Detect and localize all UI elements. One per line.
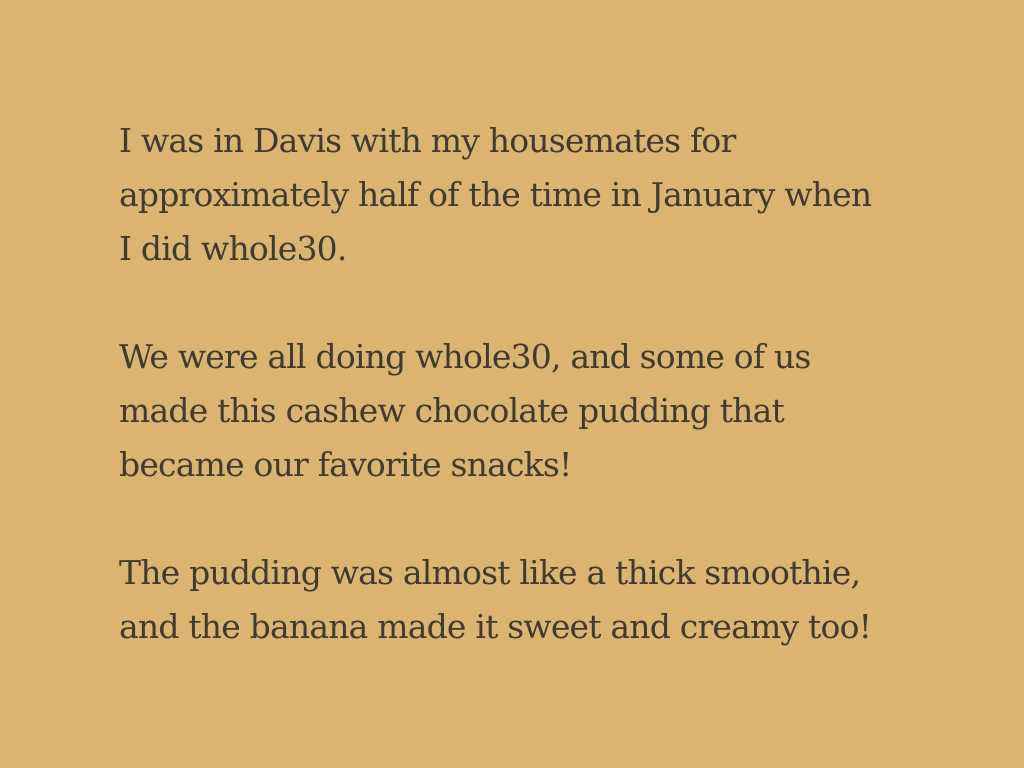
paragraph-line: made this cashew chocolate pudding that: [119, 391, 784, 430]
paragraph-line: We were all doing whole30, and some of us: [119, 337, 811, 376]
paragraph-line: The pudding was almost like a thick smoothie,: [119, 553, 861, 592]
paragraph-cashew-pudding: [119, 330, 899, 492]
paragraph-line: I was in Davis with my housemates for: [119, 121, 736, 160]
paragraph-line: I did whole30.: [119, 229, 347, 268]
paragraph-pudding-texture: [119, 546, 899, 654]
paragraph-line: approximately half of the time in January when: [119, 175, 872, 214]
paragraph-line: became our favorite snacks!: [119, 445, 572, 484]
paragraph-davis-whole30: [119, 114, 899, 276]
paragraph-line: and the banana made it sweet and creamy too!: [119, 607, 872, 646]
text-content: [119, 114, 899, 654]
